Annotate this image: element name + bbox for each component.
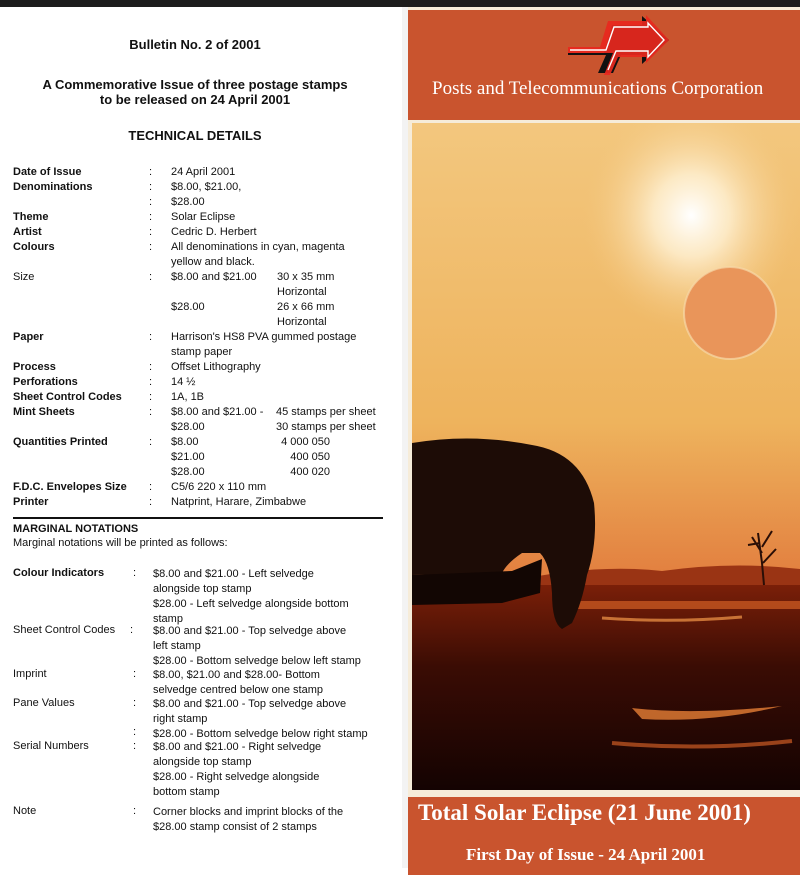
sheet-control-codes-value: 1A, 1B xyxy=(171,391,205,403)
artist-label: Artist xyxy=(13,226,42,238)
colon: : xyxy=(130,624,134,636)
printer-label: Printer xyxy=(13,496,49,508)
eclipse-photo xyxy=(412,123,800,790)
colours-value: All denominations in cyan, magenta yellow and black. xyxy=(171,241,345,268)
fdc-envelopes-size-label: F.D.C. Envelopes Size xyxy=(13,481,127,493)
colon: : xyxy=(133,668,137,680)
mint-sheets-denom-b: $28.00 xyxy=(171,421,205,433)
quantity-value: 400 050 xyxy=(290,451,330,463)
colon: : xyxy=(149,241,153,253)
size-dimension-a: 30 x 35 mm Horizontal xyxy=(277,271,335,298)
date-of-issue-label: Date of Issue xyxy=(13,166,82,178)
quantity-denom: $21.00 xyxy=(171,451,205,463)
colon: : xyxy=(149,331,153,343)
colon: : xyxy=(149,376,153,388)
pane-values-label: Pane Values xyxy=(13,697,75,709)
note-value: Corner blocks and imprint blocks of the $28.00 stamp consist of 2 stamps xyxy=(153,806,344,833)
imprint-value: $8.00, $21.00 and $28.00- Bottom selvedge centred below one stamp xyxy=(153,669,323,696)
marginal-notations-intro: Marginal notations will be printed as follows: xyxy=(13,537,228,549)
paper-label: Paper xyxy=(13,331,44,343)
sheet-control-codes-marginal-value: $8.00 and $21.00 - Top selvedge above left stamp $28.00 - Bottom selvedge below left stamp xyxy=(153,625,361,667)
colon: : xyxy=(133,697,137,709)
serial-numbers-label: Serial Numbers xyxy=(13,740,89,752)
colon: : xyxy=(149,181,153,193)
theme-value: Solar Eclipse xyxy=(171,211,236,223)
ptc-logo xyxy=(566,15,671,77)
mint-sheets-label: Mint Sheets xyxy=(13,406,75,418)
cover-page xyxy=(408,7,800,868)
pane-values-value: $8.00 and $21.00 - Top selvedge above right stamp $28.00 - Bottom selvedge below right stamp xyxy=(153,698,368,740)
colon: : xyxy=(149,496,153,508)
sheet-control-codes-marginal-label: Sheet Control Codes xyxy=(13,624,116,636)
colon: : xyxy=(149,361,153,373)
quantities-printed-label: Quantities Printed xyxy=(13,436,108,448)
eclipse-title: Total Solar Eclipse (21 June 2001) xyxy=(418,800,751,825)
colon: : xyxy=(149,166,153,178)
corporation-name: Posts and Telecommunications Corporation xyxy=(432,78,764,99)
quantity-value: 4 000 050 xyxy=(281,436,330,448)
quantity-value: 400 020 xyxy=(290,466,330,478)
marginal-notations-heading: MARGINAL NOTATIONS xyxy=(13,523,139,535)
commemorative-heading: A Commemorative Issue of three postage stamps to be released on 24 April 2001 xyxy=(42,77,348,107)
mint-sheets-count-b: 30 stamps per sheet xyxy=(276,421,376,433)
colon: : xyxy=(133,567,137,579)
colon: : xyxy=(149,436,153,448)
bulletin-number: Bulletin No. 2 of 2001 xyxy=(129,37,261,52)
theme-label: Theme xyxy=(13,211,49,223)
quantity-denom: $28.00 xyxy=(171,466,205,478)
colon: : xyxy=(149,481,153,493)
paper-value: Harrison's HS8 PVA gummed postage stamp paper xyxy=(171,331,357,358)
colon: : xyxy=(133,726,137,738)
quantity-denom: $8.00 xyxy=(171,436,199,448)
imprint-label: Imprint xyxy=(13,668,47,680)
colon: : xyxy=(133,740,137,752)
fdc-envelopes-size-value: C5/6 220 x 110 mm xyxy=(171,481,267,493)
mint-sheets-denom-a: $8.00 and $21.00 - xyxy=(171,406,264,418)
colour-indicators-value: $8.00 and $21.00 - Left selvedge alongside top stamp $28.00 - Left selvedge alongside bottom stamp xyxy=(153,568,349,625)
date-of-issue-value: 24 April 2001 xyxy=(171,166,236,178)
serial-numbers-value: $8.00 and $21.00 - Right selvedge alongside top stamp $28.00 - Right selvedge alongside bottom stamp xyxy=(153,741,322,798)
size-denom-b: $28.00 xyxy=(171,301,205,313)
perforations-label: Perforations xyxy=(13,376,78,388)
colon: : xyxy=(149,226,153,238)
colon: : xyxy=(149,406,153,418)
size-label: Size xyxy=(13,271,35,283)
note-label: Note xyxy=(13,805,37,817)
process-value: Offset Lithography xyxy=(171,361,261,373)
mint-sheets-count-a: 45 stamps per sheet xyxy=(276,406,376,418)
first-day-of-issue: First Day of Issue - 24 April 2001 xyxy=(466,845,706,864)
denominations-value: $8.00, $21.00, $28.00 xyxy=(171,181,242,208)
colon: : xyxy=(149,391,153,403)
colon: : xyxy=(149,271,153,283)
process-label: Process xyxy=(13,361,56,373)
bulletin-page xyxy=(0,7,402,868)
technical-details-heading: TECHNICAL DETAILS xyxy=(128,128,262,143)
artist-value: Cedric D. Herbert xyxy=(171,226,257,238)
colon: : xyxy=(149,211,153,223)
printer-value: Natprint, Harare, Zimbabwe xyxy=(171,496,307,508)
size-dimension-b: 26 x 66 mm Horizontal xyxy=(277,301,335,328)
colour-indicators-label: Colour Indicators xyxy=(13,567,105,579)
top-edge xyxy=(0,0,800,7)
colours-label: Colours xyxy=(13,241,55,253)
section-divider xyxy=(13,517,383,519)
colon: : xyxy=(133,805,137,817)
perforations-value: 14 ½ xyxy=(171,376,196,388)
denominations-label: Denominations xyxy=(13,181,93,193)
colon: : xyxy=(149,196,153,208)
size-denom-a: $8.00 and $21.00 xyxy=(171,271,257,283)
sheet-control-codes-label: Sheet Control Codes xyxy=(13,391,122,403)
